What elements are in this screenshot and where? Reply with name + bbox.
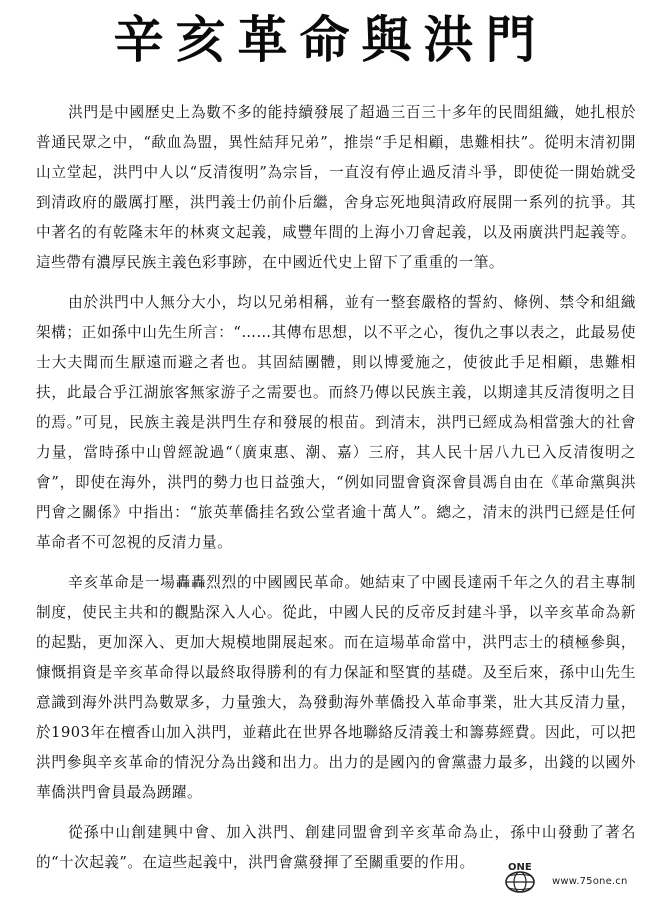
article-body xyxy=(36,98,636,878)
paragraph-4: 從孫中山創建興中會、加入洪門、創建同盟會到辛亥革命為止，孫中山發動了著名的“十次起義”。在這些起義中，洪門會黨發揮了至關重要的作用。 xyxy=(36,824,636,871)
paragraph-3: 辛亥革命是一場轟轟烈烈的中國國民革命。她結束了中國長達兩千年之久的君主專制制度，使民主共和的觀點深入人心。從此，中國人民的反帝反封建斗爭，以辛亥革命為新的起點，更加深入、更加大規模地開展起來。而在這場革命當中，洪門志士的積極參與，慷慨捐資是辛亥革命得以最終取得勝利的有力保証和堅實的基礎。及至后來，孫中山先生意識到海外洪門為數眾多，力量強大，為發動海外華僑投入革命事業，壯大其反清力量，於1903年在檀香山加入洪門，並藉此在世界各地聯絡反清義士和籌募經費。因此，可以把洪門參與辛亥革命的情況分為出錢和出力。出力的是國內的會黨盡力最多，出錢的以國外華僑洪門會員最為踴躍。 xyxy=(36,574,636,801)
watermark-logo-text: ONE xyxy=(508,862,532,873)
page-title: 辛亥革命與洪門 xyxy=(113,11,548,69)
paragraph-1: 洪門是中國歷史上為數不多的能持續發展了超過三百三十多年的民間組織，她扎根於普通民眾之中，“歃血為盟，異性結拜兄弟”，推崇“手足相顧，患難相扶”。從明末清初開山立堂起，洪門中人以“反清復明”為宗旨，一直沒有停止過反清斗爭，即使從一開始就受到清政府的嚴厲打壓，洪門義士仍前仆后繼，舍身忘死地與清政府展開一系列的抗爭。其中著名的有乾隆末年的林爽文起義，咸豐年間的上海小刀會起義，以及兩廣洪門起義等。這些帶有濃厚民族主義色彩事跡，在中國近代史上留下了重重的一筆。 xyxy=(36,104,636,271)
watermark-url[interactable]: www.75one.cn xyxy=(552,876,628,887)
paragraph-2: 由於洪門中人無分大小，均以兄弟相稱，並有一整套嚴格的誓約、條例、禁令和組織架構；正如孫中山先生所言：“……其傳布思想，以不平之心，復仇之事以表之，此最易使士大夫聞而生厭遠而避之者也。其固結團體，則以博愛施之，使彼此手足相顧，患難相扶，此最合乎江湖旅客無家游子之需要也。而終乃傳以民族主義，以期達其反清復明之目的焉。”可見，民族主義是洪門生存和發展的根苗。到清末，洪門已經成為相當強大的社會力量，當時孫中山曾經說過“（廣東惠、潮、嘉）三府，其人民十居八九已入反清復明之會”，即使在海外，洪門的勢力也日益強大，“例如同盟會資深會員馮自由在《革命黨與洪門會之關係》中指出：“旅英華僑挂名致公堂者逾十萬人”。總之，清末的洪門已經是任何革命者不可忽視的反清力量。 xyxy=(36,294,636,551)
globe-logo-icon xyxy=(496,860,556,894)
